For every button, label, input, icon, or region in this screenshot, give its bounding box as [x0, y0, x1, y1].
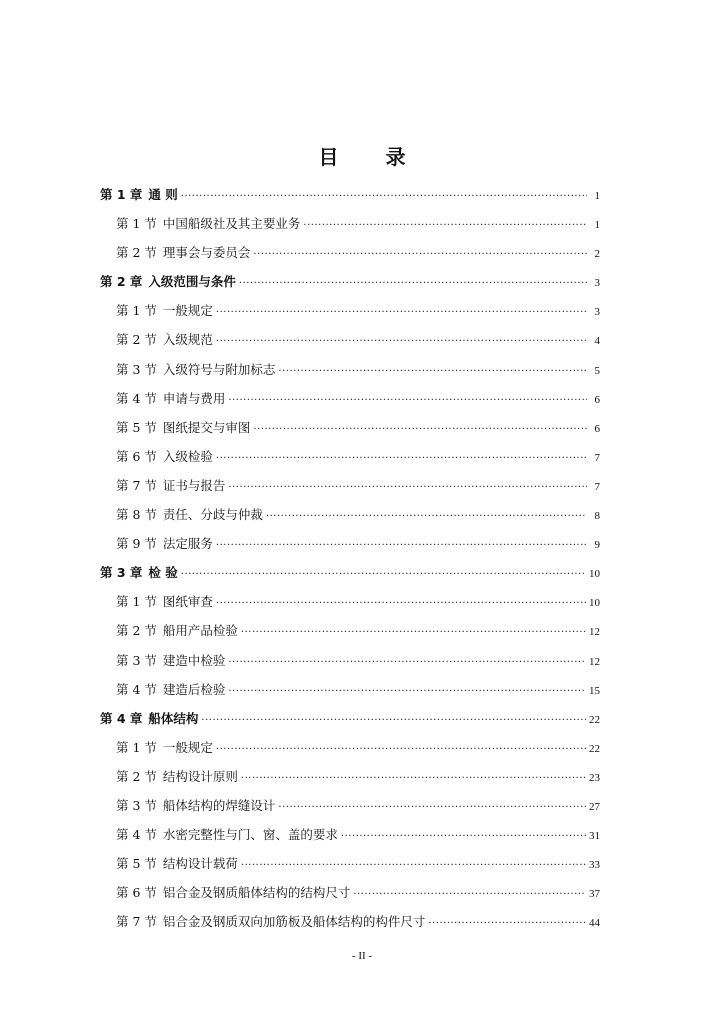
toc-entry-number: 第 4 节 — [116, 681, 157, 697]
toc-entry-title: 图纸审查 — [162, 594, 213, 610]
toc-page-number: 5 — [594, 364, 600, 377]
toc-entry-title: 申请与费用 — [162, 390, 226, 406]
toc-section-entry[interactable] — [100, 296, 600, 325]
toc-entry-number: 第 3 节 — [116, 797, 157, 813]
toc-entry-label — [100, 558, 178, 587]
toc-entry-number: 第 1 节 — [116, 739, 157, 755]
toc-section-entry[interactable] — [100, 587, 600, 616]
toc-entry-number: 第 5 节 — [116, 856, 157, 872]
toc-page-number: 15 — [589, 684, 600, 697]
toc-section-entry[interactable] — [100, 646, 600, 675]
toc-entry-label — [116, 384, 225, 413]
toc-entry-number: 第 6 节 — [116, 885, 157, 901]
toc-section-entry[interactable] — [100, 442, 600, 471]
toc-entry-label — [116, 413, 250, 442]
toc-entry-label — [116, 209, 300, 238]
toc-page-number: 8 — [594, 510, 600, 523]
toc-entry-number: 第 5 节 — [116, 419, 157, 435]
toc-page-number: 12 — [589, 626, 600, 639]
toc-entry-title: 入级规范 — [162, 332, 213, 348]
dot-leader — [253, 240, 587, 269]
toc-entry-number: 第 2 章 — [100, 274, 143, 290]
toc-entry-label — [116, 791, 275, 820]
toc-entry-number: 第 1 节 — [116, 594, 157, 610]
toc-page-number: 44 — [589, 917, 600, 930]
dot-leader — [241, 764, 586, 793]
toc-entry-number: 第 4 节 — [116, 390, 157, 406]
page-number-footer: - II - — [351, 950, 373, 962]
toc-entry-label — [116, 762, 238, 791]
dot-leader — [239, 269, 587, 298]
toc-page-number: 22 — [589, 742, 600, 755]
page-title: 目 录 — [318, 145, 426, 169]
toc-section-entry[interactable] — [100, 907, 600, 936]
toc-chapter-entry[interactable] — [100, 180, 600, 209]
toc-section-entry[interactable] — [100, 529, 600, 558]
dot-leader — [228, 473, 587, 502]
toc-entry-label — [100, 267, 236, 296]
toc-entry-label — [116, 442, 213, 471]
toc-section-entry[interactable] — [100, 325, 600, 354]
dot-leader — [353, 880, 586, 909]
dot-leader — [228, 677, 586, 706]
table-of-contents — [100, 180, 600, 936]
toc-entry-label — [116, 907, 425, 936]
toc-entry-title: 船体结构 — [148, 710, 199, 726]
toc-entry-number: 第 2 节 — [116, 332, 157, 348]
toc-entry-number: 第 7 节 — [116, 477, 157, 493]
toc-entry-number: 第 4 章 — [100, 710, 143, 726]
toc-entry-title: 入级范围与条件 — [148, 274, 236, 290]
toc-entry-number: 第 8 节 — [116, 507, 157, 523]
toc-entry-title: 入级符号与附加标志 — [162, 361, 276, 377]
toc-entry-label — [116, 529, 213, 558]
toc-entry-number: 第 6 节 — [116, 448, 157, 464]
dot-leader — [201, 706, 586, 735]
toc-page-number: 3 — [594, 306, 600, 319]
toc-entry-title: 船体结构的焊缝设计 — [162, 797, 276, 813]
toc-entry-label — [116, 616, 238, 645]
toc-chapter-entry[interactable] — [100, 267, 600, 296]
toc-page-number: 37 — [589, 888, 600, 901]
dot-leader — [216, 327, 587, 356]
toc-entry-number: 第 2 节 — [116, 623, 157, 639]
toc-entry-title: 图纸提交与审图 — [162, 419, 251, 435]
toc-section-entry[interactable] — [100, 238, 600, 267]
toc-page-number: 4 — [594, 335, 600, 348]
toc-entry-title: 入级检验 — [162, 448, 213, 464]
toc-page-number: 6 — [594, 393, 600, 406]
toc-section-entry[interactable] — [100, 733, 600, 762]
toc-section-entry[interactable] — [100, 355, 600, 384]
toc-entry-title: 证书与报告 — [162, 477, 226, 493]
toc-section-entry[interactable] — [100, 762, 600, 791]
toc-entry-label — [116, 849, 238, 878]
dot-leader — [228, 386, 587, 415]
dot-leader — [228, 648, 586, 677]
toc-page-number: 22 — [589, 713, 600, 726]
toc-page-number: 1 — [594, 190, 600, 202]
toc-entry-label — [116, 325, 213, 354]
toc-entry-label — [116, 471, 225, 500]
toc-entry-number: 第 2 节 — [116, 768, 157, 784]
toc-entry-number: 第 9 节 — [116, 536, 157, 552]
dot-leader — [216, 444, 587, 473]
dot-leader — [278, 793, 586, 822]
toc-page-number: 23 — [589, 771, 600, 784]
toc-section-entry[interactable] — [100, 849, 600, 878]
toc-section-entry[interactable] — [100, 820, 600, 849]
toc-entry-label — [116, 500, 263, 529]
dot-leader — [216, 735, 586, 764]
toc-page-number: 10 — [589, 568, 600, 581]
toc-entry-number: 第 3 节 — [116, 361, 157, 377]
dot-leader — [241, 618, 586, 647]
toc-section-entry[interactable] — [100, 471, 600, 500]
toc-entry-title: 中国船级社及其主要业务 — [162, 216, 301, 232]
dot-leader — [181, 560, 586, 589]
dot-leader — [216, 298, 587, 327]
dot-leader — [266, 502, 587, 531]
toc-page-number: 3 — [594, 277, 600, 290]
toc-entry-label — [116, 820, 338, 849]
toc-entry-number: 第 4 节 — [116, 827, 157, 843]
toc-entry-title: 通 则 — [148, 187, 178, 202]
toc-entry-title: 检 验 — [148, 565, 178, 581]
toc-entry-title: 法定服务 — [162, 536, 213, 552]
toc-entry-number: 第 3 节 — [116, 652, 157, 668]
toc-entry-number: 第 2 节 — [116, 245, 157, 261]
toc-entry-title: 建造中检验 — [162, 652, 226, 668]
toc-entry-number: 第 7 节 — [116, 914, 157, 930]
toc-entry-number: 第 1 节 — [116, 303, 157, 319]
toc-page-number: 7 — [594, 451, 600, 464]
toc-entry-label — [116, 355, 275, 384]
toc-entry-title: 结构设计原则 — [162, 768, 238, 784]
toc-entry-title: 一般规定 — [162, 739, 213, 755]
toc-entry-label — [116, 675, 225, 704]
toc-section-entry[interactable] — [100, 616, 600, 645]
toc-page-number: 1 — [594, 219, 600, 232]
toc-entry-label — [116, 238, 250, 267]
toc-entry-label — [116, 878, 350, 907]
dot-leader — [241, 851, 586, 880]
toc-page-number: 12 — [589, 655, 600, 668]
toc-entry-label — [116, 646, 225, 675]
toc-page-number: 6 — [594, 422, 600, 435]
toc-entry-label — [100, 180, 178, 209]
toc-section-entry[interactable] — [100, 500, 600, 529]
toc-page-number: 10 — [589, 597, 600, 610]
dot-leader — [428, 909, 586, 938]
dot-leader — [278, 357, 587, 386]
dot-leader — [216, 531, 587, 560]
toc-chapter-entry[interactable] — [100, 704, 600, 733]
toc-entry-title: 结构设计载荷 — [162, 856, 238, 872]
toc-entry-title: 建造后检验 — [162, 681, 226, 697]
toc-entry-title: 一般规定 — [162, 303, 213, 319]
toc-entry-label — [116, 733, 213, 762]
toc-section-entry[interactable] — [100, 878, 600, 907]
toc-entry-number: 第 1 节 — [116, 216, 157, 232]
toc-entry-title: 铝合金及钢质船体结构的结构尺寸 — [162, 885, 351, 901]
dot-leader — [303, 211, 587, 240]
toc-entry-title: 理事会与委员会 — [162, 245, 251, 261]
toc-section-entry[interactable] — [100, 791, 600, 820]
dot-leader — [341, 822, 586, 851]
toc-entry-label — [116, 296, 213, 325]
toc-page-number: 9 — [594, 539, 600, 552]
toc-section-entry[interactable] — [100, 675, 600, 704]
dot-leader — [253, 415, 587, 444]
toc-entry-label — [100, 704, 198, 733]
toc-section-entry[interactable] — [100, 384, 600, 413]
dot-leader — [216, 589, 586, 618]
toc-entry-number: 第 1 章 — [100, 187, 143, 202]
toc-page-number: 27 — [589, 800, 600, 813]
toc-entry-title: 责任、分歧与仲裁 — [162, 507, 263, 523]
toc-entry-title: 水密完整性与门、窗、盖的要求 — [162, 827, 338, 843]
toc-entry-number: 第 3 章 — [100, 565, 143, 581]
dot-leader — [181, 182, 587, 211]
toc-page-number: 33 — [589, 859, 600, 872]
toc-chapter-entry[interactable] — [100, 558, 600, 587]
toc-section-entry[interactable] — [100, 413, 600, 442]
toc-page-number: 31 — [589, 830, 600, 843]
toc-section-entry[interactable] — [100, 209, 600, 238]
toc-entry-title: 铝合金及钢质双向加筋板及船体结构的构件尺寸 — [162, 914, 426, 930]
toc-entry-label — [116, 587, 213, 616]
toc-entry-title: 船用产品检验 — [162, 623, 238, 639]
toc-page-number: 7 — [594, 480, 600, 493]
toc-page-number: 2 — [594, 248, 600, 261]
